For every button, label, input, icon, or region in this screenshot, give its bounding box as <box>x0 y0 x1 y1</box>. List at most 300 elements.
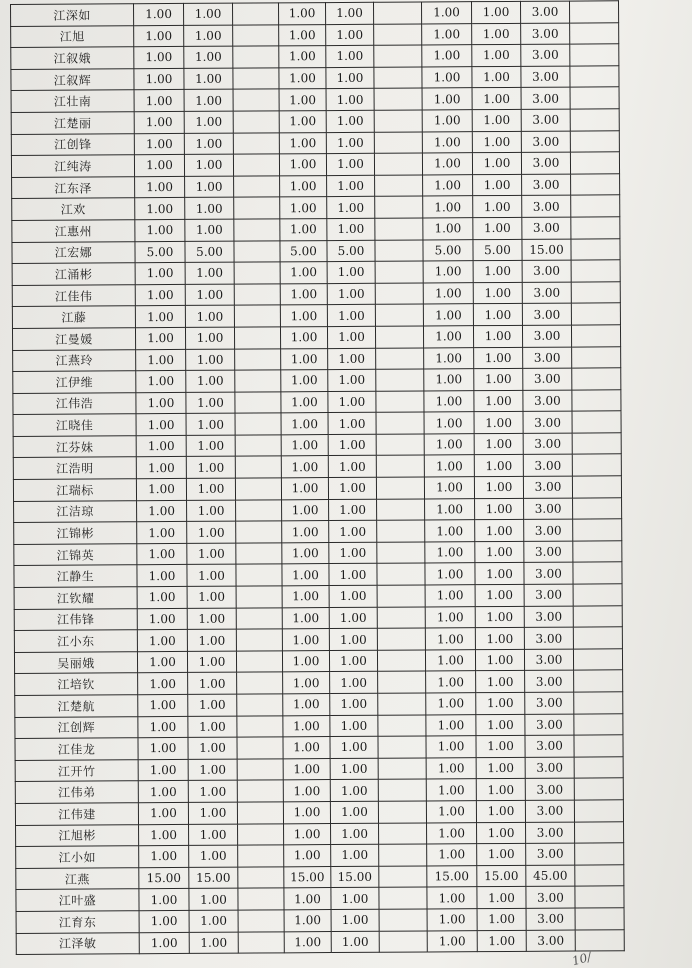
value-cell-b: 1.00 <box>184 25 233 47</box>
handwritten-note: 10/ <box>570 949 593 968</box>
value-cell-d: 1.00 <box>328 477 376 499</box>
empty-cell <box>236 586 282 608</box>
name-cell: 江育东 <box>16 911 139 933</box>
value-cell-c: 1.00 <box>283 672 330 694</box>
value-cell-a: 1.00 <box>134 25 184 47</box>
value-cell-a: 1.00 <box>136 349 186 371</box>
value-cell-d: 1.00 <box>329 628 377 650</box>
empty-cell <box>236 500 282 522</box>
value-cell-c: 1.00 <box>281 348 328 370</box>
total-cell: 3.00 <box>526 908 575 930</box>
name-cell: 江浩明 <box>13 457 136 479</box>
empty-cell <box>572 476 621 498</box>
value-cell-c: 1.00 <box>284 888 331 910</box>
value-cell-b: 1.00 <box>186 392 235 414</box>
name-cell: 江锦彬 <box>14 522 137 544</box>
value-cell-a: 1.00 <box>134 111 184 133</box>
name-cell: 江楚丽 <box>11 112 134 134</box>
empty-cell <box>376 434 424 456</box>
empty-cell <box>575 886 624 908</box>
name-cell: 江泽敏 <box>16 932 139 954</box>
value-cell-a: 1.00 <box>139 910 189 932</box>
total-cell: 3.00 <box>523 411 572 433</box>
value-cell-f: 1.00 <box>471 1 520 23</box>
name-cell: 江旭彬 <box>16 824 139 846</box>
value-cell-d: 1.00 <box>327 283 375 305</box>
value-cell-d: 15.00 <box>331 866 379 888</box>
total-cell: 3.00 <box>525 735 574 757</box>
name-cell: 江藤 <box>12 306 135 328</box>
empty-cell <box>233 111 279 133</box>
value-cell-f: 1.00 <box>473 325 522 347</box>
value-cell-a: 1.00 <box>135 327 185 349</box>
empty-cell <box>233 132 279 154</box>
value-cell-e: 1.00 <box>424 455 474 477</box>
value-cell-c: 1.00 <box>280 219 327 241</box>
empty-cell <box>377 499 425 521</box>
total-cell: 3.00 <box>524 498 573 520</box>
name-cell: 江小如 <box>16 846 139 868</box>
name-cell: 江涌彬 <box>12 263 135 285</box>
empty-cell <box>236 564 282 586</box>
value-cell-f: 1.00 <box>476 714 525 736</box>
value-cell-f: 1.00 <box>475 649 524 671</box>
value-cell-c: 1.00 <box>284 845 331 867</box>
value-cell-a: 1.00 <box>134 3 184 25</box>
empty-cell <box>234 176 280 198</box>
empty-cell <box>234 327 280 349</box>
value-cell-c: 1.00 <box>281 413 328 435</box>
empty-cell <box>234 262 280 284</box>
value-cell-a: 1.00 <box>139 824 189 846</box>
value-cell-f: 1.00 <box>477 908 526 930</box>
value-cell-d: 1.00 <box>329 499 377 521</box>
value-cell-c: 1.00 <box>281 456 328 478</box>
empty-cell <box>573 519 622 541</box>
total-cell: 3.00 <box>522 217 571 239</box>
value-cell-b: 1.00 <box>185 197 234 219</box>
value-cell-b: 1.00 <box>185 327 234 349</box>
value-cell-d: 1.00 <box>327 261 375 283</box>
value-cell-a: 1.00 <box>138 673 188 695</box>
contribution-table <box>10 0 689 955</box>
value-cell-b: 15.00 <box>189 867 238 889</box>
value-cell-f: 5.00 <box>473 239 522 261</box>
value-cell-b: 1.00 <box>186 370 235 392</box>
value-cell-b: 1.00 <box>187 565 236 587</box>
value-cell-a: 1.00 <box>139 846 189 868</box>
value-cell-b: 1.00 <box>184 133 233 155</box>
name-cell: 江洁琼 <box>14 500 137 522</box>
total-cell: 3.00 <box>525 778 574 800</box>
value-cell-e: 1.00 <box>426 671 476 693</box>
empty-cell <box>572 389 621 411</box>
total-cell: 3.00 <box>525 714 574 736</box>
empty-cell <box>379 887 427 909</box>
value-cell-b: 1.00 <box>185 305 234 327</box>
value-cell-f: 1.00 <box>474 476 523 498</box>
name-cell: 江晓佳 <box>13 414 136 436</box>
value-cell-c: 1.00 <box>283 715 330 737</box>
value-cell-a: 1.00 <box>134 155 184 177</box>
total-cell: 3.00 <box>521 44 570 66</box>
value-cell-c: 1.00 <box>284 909 331 931</box>
empty-cell <box>574 692 623 714</box>
name-cell: 江宏娜 <box>12 241 135 263</box>
value-cell-e: 1.00 <box>427 909 477 931</box>
empty-cell <box>569 1 618 23</box>
value-cell-e: 1.00 <box>424 347 474 369</box>
value-cell-d: 1.00 <box>327 175 375 197</box>
empty-cell <box>235 392 281 414</box>
value-cell-e: 1.00 <box>423 304 473 326</box>
value-cell-d: 1.00 <box>330 736 378 758</box>
value-cell-c: 1.00 <box>280 283 327 305</box>
name-cell: 江创锋 <box>11 133 134 155</box>
value-cell-f: 1.00 <box>476 692 525 714</box>
name-cell: 江惠州 <box>12 220 135 242</box>
value-cell-c: 1.00 <box>282 564 329 586</box>
empty-cell <box>378 736 426 758</box>
empty-cell <box>378 693 426 715</box>
name-cell: 江燕玲 <box>13 349 136 371</box>
value-cell-b: 1.00 <box>188 694 237 716</box>
empty-cell <box>236 543 282 565</box>
value-cell-f: 1.00 <box>473 174 522 196</box>
value-cell-e: 1.00 <box>425 542 475 564</box>
total-cell: 3.00 <box>524 519 573 541</box>
value-cell-d: 1.00 <box>329 650 377 672</box>
empty-cell <box>235 370 281 392</box>
total-cell: 3.00 <box>524 541 573 563</box>
value-cell-d: 1.00 <box>327 218 375 240</box>
value-cell-f: 1.00 <box>477 844 526 866</box>
value-cell-c: 1.00 <box>281 391 328 413</box>
value-cell-d: 1.00 <box>326 110 374 132</box>
value-cell-b: 1.00 <box>186 413 235 435</box>
name-cell: 江欢 <box>12 198 135 220</box>
value-cell-c: 1.00 <box>280 197 327 219</box>
value-cell-a: 1.00 <box>135 284 185 306</box>
empty-cell <box>378 671 426 693</box>
name-cell: 江佳龙 <box>15 738 138 760</box>
empty-cell <box>379 844 427 866</box>
value-cell-b: 1.00 <box>187 543 236 565</box>
value-cell-f: 1.00 <box>475 541 524 563</box>
value-cell-d: 1.00 <box>325 2 373 24</box>
value-cell-d: 1.00 <box>331 931 379 953</box>
empty-cell <box>575 821 624 843</box>
value-cell-d: 1.00 <box>329 564 377 586</box>
value-cell-c: 1.00 <box>278 3 325 25</box>
value-cell-f: 1.00 <box>476 779 525 801</box>
value-cell-d: 1.00 <box>329 521 377 543</box>
value-cell-f: 1.00 <box>476 671 525 693</box>
value-cell-b: 1.00 <box>183 3 232 25</box>
value-cell-e: 1.00 <box>424 477 474 499</box>
value-cell-b: 1.00 <box>187 521 236 543</box>
empty-cell <box>379 931 427 953</box>
name-cell: 江伟浩 <box>13 392 136 414</box>
name-cell: 江伟弟 <box>15 781 138 803</box>
value-cell-d: 5.00 <box>327 240 375 262</box>
value-cell-b: 1.00 <box>184 46 233 68</box>
value-cell-e: 1.00 <box>424 434 474 456</box>
empty-cell <box>375 196 423 218</box>
empty-cell <box>573 649 622 671</box>
value-cell-d: 1.00 <box>328 434 376 456</box>
value-cell-d: 1.00 <box>328 456 376 478</box>
value-cell-d: 1.00 <box>329 607 377 629</box>
total-cell: 3.00 <box>523 433 572 455</box>
empty-cell <box>570 44 619 66</box>
name-cell: 江瑞标 <box>13 479 136 501</box>
value-cell-a: 1.00 <box>135 306 185 328</box>
empty-cell <box>376 369 424 391</box>
total-cell: 3.00 <box>522 282 571 304</box>
value-cell-b: 1.00 <box>187 500 236 522</box>
total-cell: 3.00 <box>522 325 571 347</box>
empty-cell <box>570 87 619 109</box>
name-cell: 江静生 <box>14 565 137 587</box>
name-cell: 江壮南 <box>11 90 134 112</box>
value-cell-c: 1.00 <box>284 931 331 953</box>
empty-cell <box>233 24 279 46</box>
empty-cell <box>573 627 622 649</box>
name-cell: 江伟建 <box>15 803 138 825</box>
value-cell-e: 1.00 <box>426 714 476 736</box>
total-cell: 3.00 <box>523 476 572 498</box>
empty-cell <box>570 66 619 88</box>
empty-cell <box>377 520 425 542</box>
name-cell: 江钦耀 <box>14 587 137 609</box>
empty-cell <box>375 261 423 283</box>
empty-cell <box>570 130 619 152</box>
name-cell: 江开竹 <box>15 760 138 782</box>
total-cell: 3.00 <box>522 260 571 282</box>
empty-cell <box>572 454 621 476</box>
value-cell-b: 1.00 <box>189 910 238 932</box>
empty-cell <box>572 346 621 368</box>
value-cell-e: 1.00 <box>425 585 475 607</box>
value-cell-a: 1.00 <box>137 543 187 565</box>
value-cell-a: 1.00 <box>137 651 187 673</box>
empty-cell <box>235 413 281 435</box>
value-cell-b: 1.00 <box>185 219 234 241</box>
value-cell-b: 1.00 <box>187 586 236 608</box>
value-cell-c: 1.00 <box>282 542 329 564</box>
empty-cell <box>571 217 620 239</box>
value-cell-d: 1.00 <box>328 369 376 391</box>
name-cell: 江东泽 <box>12 176 135 198</box>
value-cell-b: 1.00 <box>186 349 235 371</box>
empty-cell <box>378 715 426 737</box>
empty-cell <box>574 713 623 735</box>
total-cell: 3.00 <box>522 303 571 325</box>
total-cell: 3.00 <box>523 390 572 412</box>
empty-cell <box>236 651 282 673</box>
value-cell-c: 1.00 <box>283 758 330 780</box>
value-cell-b: 1.00 <box>186 457 235 479</box>
value-cell-f: 1.00 <box>472 109 521 131</box>
empty-cell <box>575 865 624 887</box>
value-cell-e: 1.00 <box>422 131 472 153</box>
empty-cell <box>379 909 427 931</box>
empty-cell <box>237 715 283 737</box>
value-cell-a: 1.00 <box>137 586 187 608</box>
name-cell: 江曼媛 <box>12 328 135 350</box>
value-cell-f: 1.00 <box>475 628 524 650</box>
name-cell: 江伟锋 <box>14 608 137 630</box>
total-cell: 3.00 <box>525 670 574 692</box>
value-cell-c: 1.00 <box>283 802 330 824</box>
value-cell-e: 15.00 <box>427 865 477 887</box>
value-cell-c: 1.00 <box>279 111 326 133</box>
value-cell-c: 1.00 <box>283 694 330 716</box>
value-cell-b: 1.00 <box>185 176 234 198</box>
empty-cell <box>375 240 423 262</box>
value-cell-a: 1.00 <box>136 435 186 457</box>
empty-cell <box>376 412 424 434</box>
total-cell: 3.00 <box>521 109 570 131</box>
empty-cell <box>575 929 624 951</box>
empty-cell <box>377 650 425 672</box>
value-cell-f: 1.00 <box>477 930 526 952</box>
value-cell-b: 1.00 <box>185 284 234 306</box>
empty-cell <box>573 562 622 584</box>
value-cell-f: 1.00 <box>474 368 523 390</box>
value-cell-f: 1.00 <box>473 196 522 218</box>
value-cell-c: 1.00 <box>283 737 330 759</box>
value-cell-f: 1.00 <box>472 153 521 175</box>
empty-cell <box>375 218 423 240</box>
value-cell-a: 1.00 <box>139 932 189 954</box>
total-cell: 3.00 <box>523 368 572 390</box>
empty-cell <box>377 607 425 629</box>
empty-cell <box>574 670 623 692</box>
name-cell: 江佳伟 <box>12 284 135 306</box>
value-cell-e: 1.00 <box>427 887 477 909</box>
value-cell-d: 1.00 <box>331 844 379 866</box>
value-cell-c: 1.00 <box>281 478 328 500</box>
empty-cell <box>374 153 422 175</box>
empty-cell <box>572 433 621 455</box>
value-cell-b: 1.00 <box>184 154 233 176</box>
empty-cell <box>571 303 620 325</box>
value-cell-a: 1.00 <box>134 133 184 155</box>
value-cell-b: 1.00 <box>186 478 235 500</box>
value-cell-e: 1.00 <box>424 412 474 434</box>
value-cell-b: 1.00 <box>188 781 237 803</box>
empty-cell <box>571 260 620 282</box>
value-cell-e: 1.00 <box>424 390 474 412</box>
name-cell: 江锦英 <box>14 544 137 566</box>
name-cell: 江叙辉 <box>11 69 134 91</box>
value-cell-a: 1.00 <box>136 414 186 436</box>
value-cell-c: 1.00 <box>282 586 329 608</box>
value-cell-b: 1.00 <box>187 608 236 630</box>
value-cell-c: 1.00 <box>280 305 327 327</box>
value-cell-f: 1.00 <box>475 563 524 585</box>
value-cell-b: 5.00 <box>185 241 234 263</box>
name-cell: 江深如 <box>11 4 134 26</box>
value-cell-b: 1.00 <box>184 90 233 112</box>
value-cell-f: 1.00 <box>474 455 523 477</box>
value-cell-a: 1.00 <box>138 759 188 781</box>
empty-cell <box>574 735 623 757</box>
value-cell-e: 1.00 <box>426 693 476 715</box>
value-cell-d: 1.00 <box>330 693 378 715</box>
empty-cell <box>374 67 422 89</box>
name-cell: 江创辉 <box>15 716 138 738</box>
empty-cell <box>374 132 422 154</box>
empty-cell <box>234 219 280 241</box>
value-cell-f: 1.00 <box>476 800 525 822</box>
value-cell-b: 1.00 <box>184 111 233 133</box>
value-cell-d: 1.00 <box>331 823 379 845</box>
empty-cell <box>377 628 425 650</box>
value-cell-f: 1.00 <box>472 45 521 67</box>
value-cell-f: 1.00 <box>475 584 524 606</box>
empty-cell <box>570 109 619 131</box>
value-cell-a: 1.00 <box>134 90 184 112</box>
value-cell-d: 1.00 <box>330 715 378 737</box>
value-cell-d: 1.00 <box>330 758 378 780</box>
value-cell-d: 1.00 <box>328 413 376 435</box>
empty-cell <box>574 778 623 800</box>
value-cell-c: 1.00 <box>282 650 329 672</box>
value-cell-a: 1.00 <box>136 392 186 414</box>
empty-cell <box>373 2 421 24</box>
empty-cell <box>572 411 621 433</box>
value-cell-f: 1.00 <box>472 66 521 88</box>
name-cell: 江芬妹 <box>13 436 136 458</box>
value-cell-d: 1.00 <box>326 45 374 67</box>
empty-cell <box>571 325 620 347</box>
empty-cell <box>573 541 622 563</box>
value-cell-e: 1.00 <box>424 369 474 391</box>
empty-cell <box>237 780 283 802</box>
value-cell-b: 1.00 <box>189 824 238 846</box>
name-cell: 江伊维 <box>13 371 136 393</box>
value-cell-f: 1.00 <box>474 412 523 434</box>
empty-cell <box>238 888 284 910</box>
value-cell-e: 1.00 <box>425 563 475 585</box>
value-cell-e: 1.00 <box>425 606 475 628</box>
value-cell-e: 1.00 <box>422 88 472 110</box>
value-cell-a: 1.00 <box>135 176 185 198</box>
value-cell-e: 1.00 <box>422 66 472 88</box>
empty-cell <box>233 89 279 111</box>
empty-cell <box>575 908 624 930</box>
name-cell: 吴丽娥 <box>14 652 137 674</box>
empty-cell <box>375 175 423 197</box>
empty-cell <box>378 801 426 823</box>
total-cell: 3.00 <box>523 455 572 477</box>
value-cell-d: 1.00 <box>327 197 375 219</box>
empty-cell <box>234 240 280 262</box>
value-cell-b: 1.00 <box>188 673 237 695</box>
empty-cell <box>375 283 423 305</box>
value-cell-f: 1.00 <box>474 390 523 412</box>
value-cell-b: 1.00 <box>189 845 238 867</box>
name-cell: 江培钦 <box>15 673 138 695</box>
value-cell-c: 1.00 <box>282 521 329 543</box>
value-cell-e: 1.00 <box>427 930 477 952</box>
value-cell-d: 1.00 <box>331 888 379 910</box>
value-cell-f: 1.00 <box>476 736 525 758</box>
value-cell-c: 1.00 <box>279 67 326 89</box>
